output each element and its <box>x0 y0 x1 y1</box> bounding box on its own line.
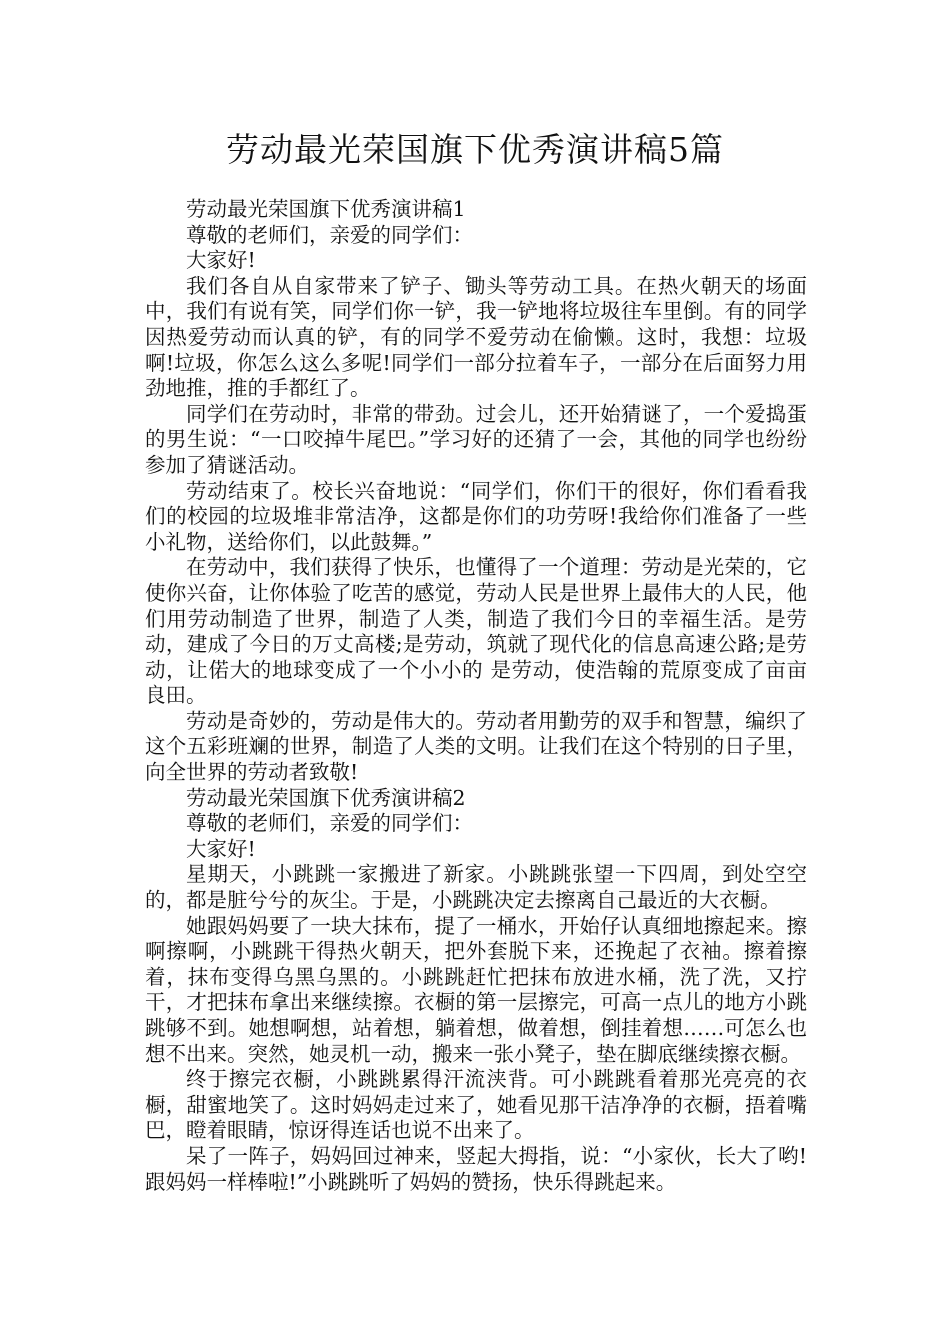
section-heading-1: 劳动最光荣国旗下优秀演讲稿1 <box>186 197 466 221</box>
paragraph: 呆了一阵子，妈妈回过神来，竖起大拇指，说：“小家伙，长大了哟!跟妈妈一样棒啦!”小跳跳听了妈妈的赞扬，快乐得跳起来。 <box>145 1143 807 1194</box>
salutation: 尊敬的老师们，亲爱的同学们： <box>186 222 473 247</box>
section-heading-2: 劳动最光荣国旗下优秀演讲稿2 <box>186 785 466 810</box>
document-body <box>145 197 807 1195</box>
paragraph: 劳动结束了。校长兴奋地说：“同学们，你们干的很好，你们看看我们的校园的垃圾堆非常洁净，这都是你们的功劳呀!我给你们准备了一些小礼物，送给你们，以此鼓舞。” <box>145 478 807 554</box>
greeting: 大家好! <box>186 248 256 273</box>
salutation: 尊敬的老师们，亲爱的同学们： <box>186 811 473 836</box>
paragraph: 她跟妈妈要了一块大抹布，提了一桶水，开始仔认真细地擦起来。擦啊擦啊，小跳跳干得热火朝天，把外套脱下来，还挽起了衣袖。擦着擦着，抹布变得乌黑乌黑的。小跳跳赶忙把抹布放进水桶，洗了洗，又拧干，才把抹布拿出来继续擦。衣橱的第一层擦完，可高一点儿的地方小跳跳够不到。她想啊想，站着想，躺着想，做着想，倒挂着想……可怎么也想不出来。突然，她灵机一动，搬来一张小凳子，垫在脚底继续擦衣橱。 <box>145 913 807 1066</box>
paragraph: 星期天，小跳跳一家搬进了新家。小跳跳张望一下四周，到处空空的，都是脏兮兮的灰尘。于是，小跳跳决定去擦离自己最近的大衣橱。 <box>145 862 807 913</box>
greeting: 大家好! <box>186 836 256 861</box>
paragraph: 我们各自从自家带来了铲子、锄头等劳动工具。在热火朝天的场面中，我们有说有笑，同学们你一铲，我一铲地将垃圾往车里倒。有的同学因热爱劳动而认真的铲，有的同学不爱劳动在偷懒。这时，我想：垃圾啊!垃圾，你怎么这么多呢!同学们一部分拉着车子，一部分在后面努力用劲地推，推的手都红了。 <box>145 273 807 401</box>
paragraph: 在劳动中，我们获得了快乐，也懂得了一个道理：劳动是光荣的，它使你兴奋，让你体验了吃苦的感觉，劳动人民是世界上最伟大的人民，他们用劳动制造了世界，制造了人类，制造了我们今日的幸福生活。是劳动，建成了今日的万丈高楼;是劳动，筑就了现代化的信息高速公路;是劳动，让偌大的地球变成了一个小小的 是劳动，使浩翰的荒原变成了亩亩良田。 <box>145 555 807 708</box>
document-title: 劳动最光荣国旗下优秀演讲稿5篇 <box>226 130 724 169</box>
paragraph: 劳动是奇妙的，劳动是伟大的。劳动者用勤劳的双手和智慧，编织了这个五彩班斓的世界，制造了人类的文明。让我们在这个特别的日子里，向全世界的劳动者致敬! <box>145 708 807 785</box>
paragraph: 终于擦完衣橱，小跳跳累得汗流浃背。可小跳跳看着那光亮亮的衣橱，甜蜜地笑了。这时妈妈走过来了，她看见那干洁净净的衣橱，捂着嘴巴，瞪着眼睛，惊讶得连话也说不出来了。 <box>145 1067 807 1143</box>
paragraph: 同学们在劳动时，非常的带劲。过会儿，还开始猜谜了，一个爱捣蛋的男生说：“一口咬掉牛尾巴。”学习好的还猜了一会，其他的同学也纷纷参加了猜谜活动。 <box>145 401 807 477</box>
